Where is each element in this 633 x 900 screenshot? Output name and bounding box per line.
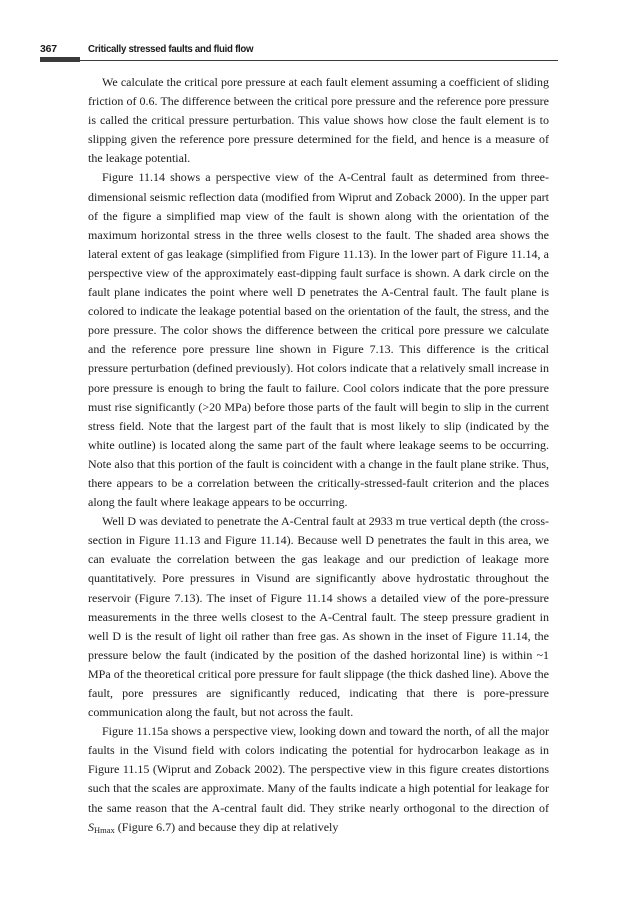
page-number: 367 <box>40 43 57 55</box>
header-rule-thick <box>40 57 80 62</box>
paragraph-text-before: Figure 11.15a shows a perspective view, looking down and toward the north, of all the major faults in the Visund field with colors indicating the potential for hydrocarbon leakage as in Figure 11.15 (Wiprut and Zoback 2002). The perspective view in this figure creates distortions such that the scales are approximate. Many of the faults indicate a high potential for leakage for the same reason that the A-central fault did. They strike nearly orthogonal to the direction of <box>88 724 549 815</box>
body-text <box>88 73 549 840</box>
paragraph: Well D was deviated to penetrate the A-Central fault at 2933 m true vertical depth (the cross-section in Figure 11.13 and Figure 11.14). Because well D penetrates the fault in this area, we can evaluate the correlation between the gas leakage and our prediction of leakage more quantitatively. Pore pressures in Visund are significantly above hydrostatic throughout the reservoir (Figure 7.13). The inset of Figure 11.14 shows a detailed view of the pore-pressure measurements in the three wells closest to the A-Central fault. The steep pressure gradient in well D is the result of light oil rather than free gas. As shown in the inset of Figure 11.14, the pressure below the fault (indicated by the position of the dashed horizontal line) is within ~1 MPa of the theoretical critical pore pressure for fault slippage (the thick dashed line). Above the fault, pore pressures are significantly reduced, indicating that there is pore-pressure communication along the fault, but not across the fault. <box>88 514 549 720</box>
header-rule-thin <box>80 60 558 61</box>
shmax-subscript: Hmax <box>94 824 115 835</box>
paragraph <box>88 722 549 840</box>
page-header <box>40 43 558 59</box>
running-title: Critically stressed faults and fluid flow <box>88 43 254 55</box>
paragraph: Figure 11.14 shows a perspective view of the A-Central fault as determined from three-dimensional seismic reflection data (modified from Wiprut and Zoback 2000). In the upper part of the figure a simplified map view of the fault is shown along with the orientation of the maximum horizontal stress in the three wells closest to the fault. The shaded area shows the lateral extent of gas leakage (simplified from Figure 11.13). In the lower part of Figure 11.14, a perspective view of the approximately east-dipping fault surface is shown. A dark circle on the fault plane indicates the point where well D penetrates the A-Central fault. The fault plane is colored to indicate the leakage potential based on the orientation of the fault, the stress, and the pore pressure. The color shows the difference between the critical pore pressure we calculate and the reference pore pressure line shown in Figure 7.13. This difference is the critical pressure perturbation (defined previously). Hot colors indicate that a relatively small increase in pore pressure is enough to bring the fault to failure. Cool colors indicate that the pore pressure must rise significantly (>20 MPa) before those parts of the fault will begin to slip in the current stress field. Note that the largest part of the fault that is most likely to slip (indicated by the white outline) is located along the same part of the fault where leakage seems to be occurring. Note also that this portion of the fault is coincident with a change in the fault plane strike. Thus, there appears to be a correlation between the critically-stressed-fault criterion and the places along the fault where leakage appears to be occurring. <box>88 170 549 510</box>
paragraph: We calculate the critical pore pressure at each fault element assuming a coefficient of sliding friction of 0.6. The difference between the critical pore pressure and the reference pore pressure is called the critical pressure perturbation. This value shows how close the fault element is to slipping given the reference pore pressure determined for the field, and hence is a measure of the leakage potential. <box>88 75 549 166</box>
shmax-symbol: S <box>88 819 94 834</box>
paragraph-text-after: (Figure 6.7) and because they dip at relatively <box>114 819 339 834</box>
